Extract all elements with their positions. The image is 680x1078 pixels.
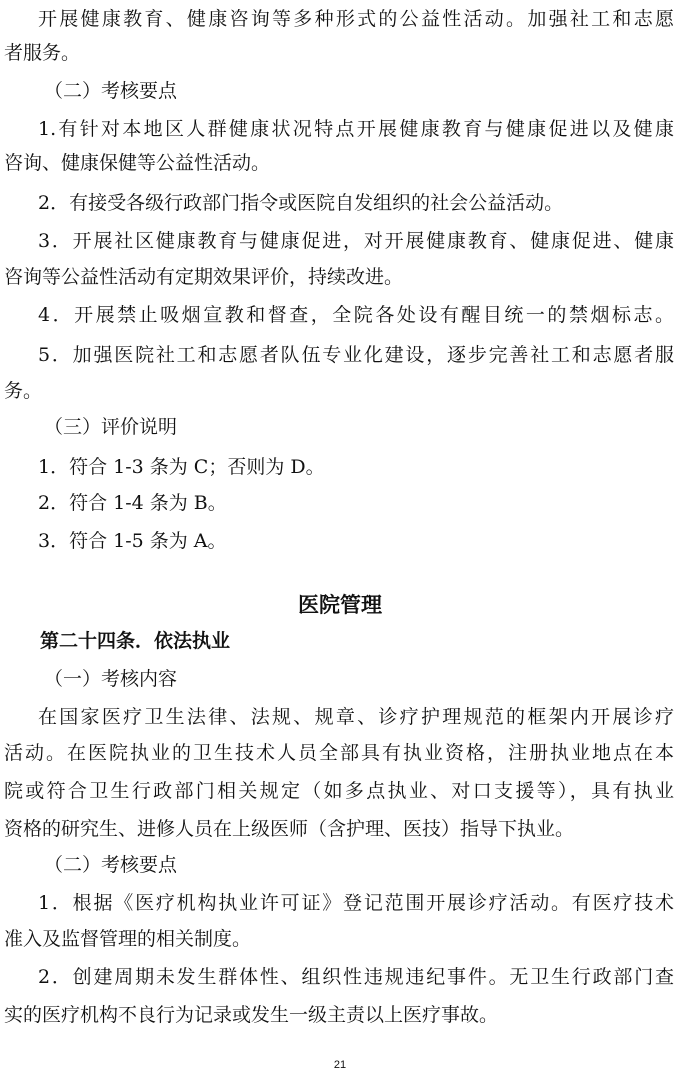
evaluation-item-2: 2．符合 1-4 条为 B。: [38, 492, 227, 514]
requirement-item-3-cont: 咨询等公益性活动有定期效果评价，持续改进。: [4, 266, 404, 288]
section-heading: （三）评价说明: [44, 416, 178, 438]
requirement-item-1: 1．根据《医疗机构执业许可证》登记范围开展诊疗活动。有医疗技术: [38, 892, 674, 914]
evaluation-item-3: 3．符合 1-5 条为 A。: [38, 530, 227, 552]
requirement-item-4: 4．开展禁止吸烟宣教和督查，全院各处设有醒目统一的禁烟标志。: [38, 304, 674, 326]
article-title: 第二十四条．依法执业: [40, 630, 231, 652]
requirement-item-2: 2．有接受各级行政部门指令或医院自发组织的社会公益活动。: [38, 192, 564, 214]
paragraph-line: 活动。在医院执业的卫生技术人员全部具有执业资格，注册执业地点在本: [4, 742, 674, 764]
paragraph-line: 院或符合卫生行政部门相关规定（如多点执业、对口支援等），具有执业: [4, 780, 674, 802]
paragraph-line: 开展健康教育、健康咨询等多种形式的公益性活动。加强社工和志愿: [38, 8, 674, 30]
requirement-item-2: 2．创建周期未发生群体性、组织性违规违纪事件。无卫生行政部门查: [38, 966, 674, 988]
section-heading: （二）考核要点: [44, 854, 178, 876]
requirement-item-1-cont: 咨询、健康保健等公益性活动。: [4, 152, 271, 174]
requirement-item-1: 1.有针对本地区人群健康状况特点开展健康教育与健康促进以及健康: [38, 118, 674, 140]
page-number: 21: [333, 1059, 347, 1071]
paragraph-line: 者服务。: [4, 42, 81, 64]
paragraph-line: 资格的研究生、进修人员在上级医师（含护理、医技）指导下执业。: [4, 818, 575, 840]
evaluation-item-1: 1．符合 1-3 条为 C；否则为 D。: [38, 456, 325, 478]
chapter-title: 医院管理: [298, 593, 382, 617]
paragraph-line: 在国家医疗卫生法律、法规、规章、诊疗护理规范的框架内开展诊疗: [38, 706, 674, 728]
section-heading: （二）考核要点: [44, 80, 178, 102]
requirement-item-2-cont: 实的医疗机构不良行为记录或发生一级主责以上医疗事故。: [4, 1004, 499, 1026]
requirement-item-5: 5．加强医院社工和志愿者队伍专业化建设，逐步完善社工和志愿者服: [38, 344, 674, 366]
section-heading: （一）考核内容: [44, 668, 178, 690]
requirement-item-3: 3．开展社区健康教育与健康促进，对开展健康教育、健康促进、健康: [38, 230, 674, 252]
requirement-item-5-cont: 务。: [4, 380, 43, 402]
requirement-item-1-cont: 准入及监督管理的相关制度。: [4, 928, 252, 950]
